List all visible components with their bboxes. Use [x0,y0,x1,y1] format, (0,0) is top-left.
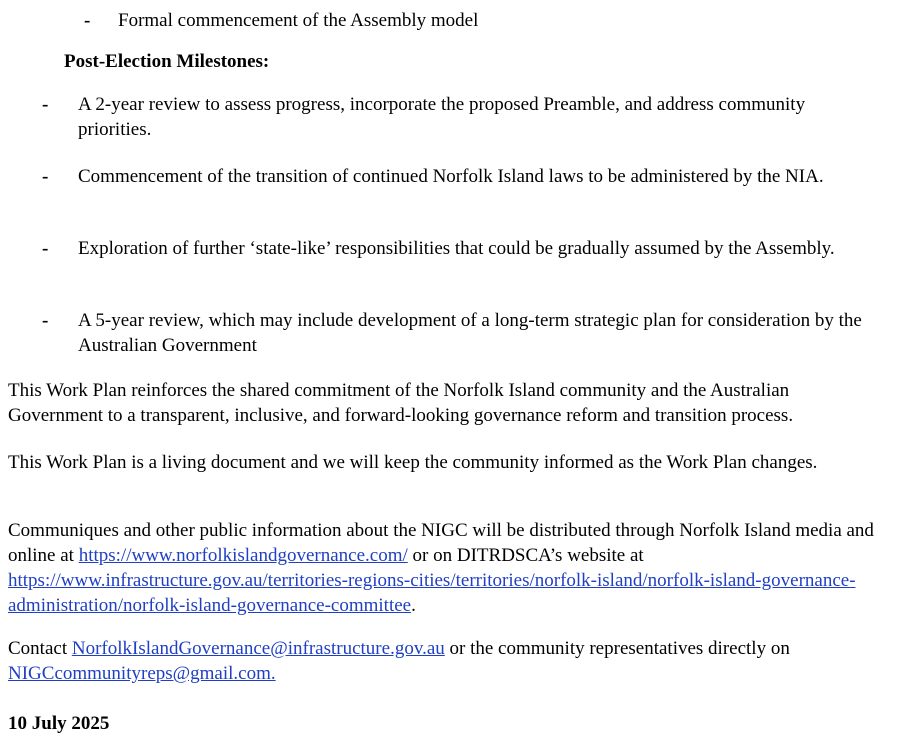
bullet-dash: - [42,94,49,115]
bullet-dash: - [42,166,49,187]
infrastructure-nigc-link[interactable]: https://www.infrastructure.gov.au/territories-regions-cities/territories/norfolk-island/norfolk-island-governance-administration/norfolk-island-governance-committee [8,570,856,616]
representatives-text: or the community representatives directly on [444,638,790,659]
governance-email-link[interactable]: NorfolkIslandGovernance@infrastructure.gov.au [71,638,445,659]
norfolk-governance-link[interactable]: https://www.norfolkislandgovernance.com/ [78,545,408,566]
work-plan-commitment-paragraph: This Work Plan reinforces the shared commitment of the Norfolk Island community and the Australian Government to a transparent, inclusive, and forward-looking governance reform and transition process. [8,380,794,426]
ditrdsca-text: or on DITRDSCA’s website at [407,545,644,566]
post-election-milestones-heading: Post-Election Milestones: [64,51,270,72]
bullet-text: Commencement of the transition of continued Norfolk Island laws to be administered by the NIA. [78,166,824,187]
bullet-dash: - [42,310,49,331]
living-document-paragraph: This Work Plan is a living document and we will keep the community informed as the Work Plan changes. [8,452,818,473]
community-reps-email-link[interactable]: NIGCcommunityreps@gmail.com. [8,663,276,684]
communiques-text: Communiques and other public information about the NIGC will be distributed through Norfolk Island media and online at [8,520,874,566]
bullet-text: Exploration of further ‘state-like’ responsibilities that could be gradually assumed by the Assembly. [78,238,835,259]
bullet-text: A 2-year review to assess progress, incorporate the proposed Preamble, and address community priorities. [78,94,806,140]
bullet-text: Formal commencement of the Assembly model [118,10,479,31]
bullet-dash: - [84,10,91,31]
bullet-text: A 5-year review, which may include development of a long-term strategic plan for consideration by the Australian Government [78,310,862,356]
contact-text: Contact [8,638,72,659]
period-text: . [411,595,416,616]
contact-paragraph [8,636,888,686]
document-date: 10 July 2025 [8,713,110,734]
bullet-dash: - [42,238,49,259]
communiques-paragraph [8,518,888,618]
